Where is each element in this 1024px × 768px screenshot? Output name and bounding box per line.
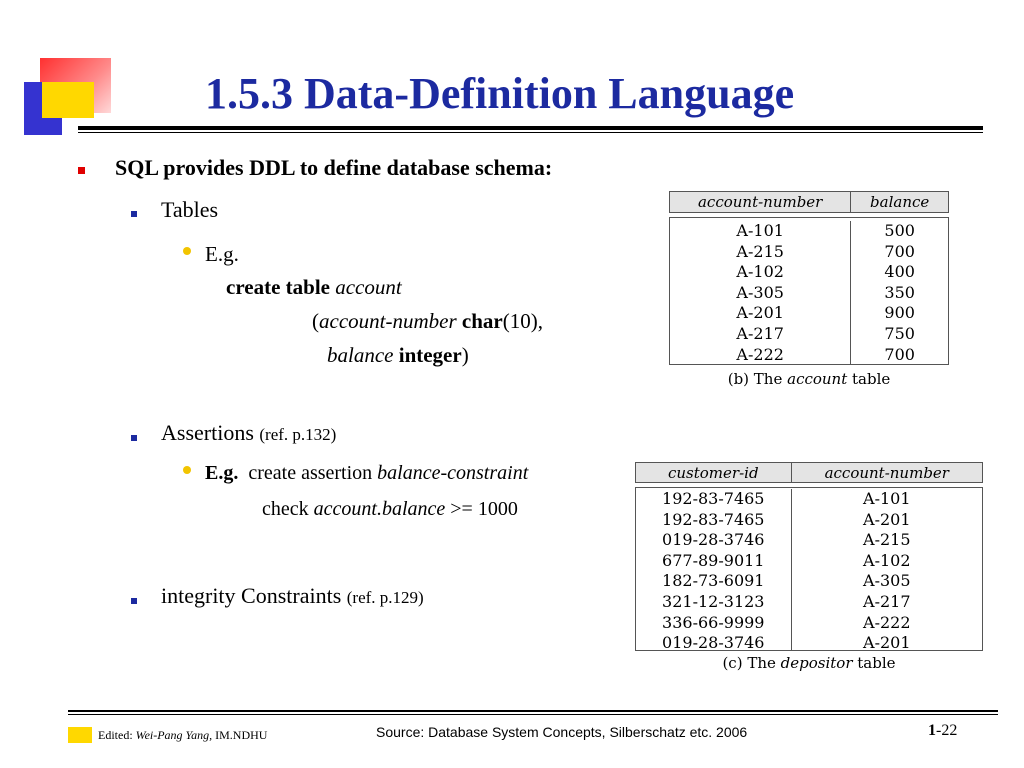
table-cell: 182-73-6091 bbox=[662, 571, 765, 591]
title-rule bbox=[78, 126, 983, 130]
create-keyword: create table bbox=[226, 275, 330, 299]
item-assertions bbox=[161, 420, 336, 446]
table-cell: 192-83-7465 bbox=[662, 489, 765, 508]
column-def-line-1 bbox=[312, 309, 543, 334]
paren-close: ) bbox=[461, 343, 469, 367]
column-balance bbox=[851, 221, 948, 364]
table-body bbox=[635, 487, 983, 651]
caption-table-name: depositor bbox=[780, 654, 853, 672]
column-def-line-2 bbox=[327, 343, 469, 368]
title-rule-thin bbox=[78, 132, 983, 133]
table-cell: 400 bbox=[884, 262, 915, 282]
depositor-table bbox=[635, 462, 983, 672]
slide-number: -22 bbox=[936, 722, 958, 739]
footer-editor bbox=[98, 728, 267, 743]
caption-table-name: account bbox=[787, 370, 848, 388]
integrity-ref: (ref. p.129) bbox=[346, 588, 424, 607]
column-account-number bbox=[670, 221, 851, 364]
org-name: IM.NDHU bbox=[215, 728, 268, 742]
table-cell: 019-28-3746 bbox=[662, 530, 765, 550]
table-cell: 350 bbox=[884, 282, 915, 302]
table-cell: A-102 bbox=[736, 262, 784, 282]
bullet-square-icon bbox=[131, 598, 137, 604]
assertions-ref: (ref. p.132) bbox=[259, 425, 337, 444]
assertion-line bbox=[205, 462, 528, 485]
table-cell: A-217 bbox=[736, 323, 784, 343]
table-cell: 750 bbox=[884, 323, 915, 343]
check-expr: account.balance bbox=[313, 498, 446, 520]
logo-yellow-square bbox=[42, 82, 94, 118]
table-cell: A-201 bbox=[736, 303, 784, 323]
caption-text: table bbox=[852, 370, 891, 388]
footer-rule bbox=[68, 710, 998, 712]
footer-source: Source: Database System Concepts, Silberschatz etc. 2006 bbox=[376, 724, 748, 740]
bullet-dot-icon bbox=[183, 247, 191, 255]
chapter-number: 1 bbox=[928, 722, 936, 739]
eg-bold: E.g. bbox=[205, 462, 239, 484]
table-cell: A-305 bbox=[863, 571, 911, 591]
bullet-sql-ddl: SQL provides DDL to define database schema: bbox=[115, 155, 553, 180]
item-tables: Tables bbox=[161, 197, 219, 222]
table-cell: 900 bbox=[884, 303, 915, 323]
caption-text: (c) The bbox=[722, 654, 776, 672]
table-body bbox=[669, 217, 949, 365]
create-table-line bbox=[226, 275, 402, 300]
table-cell: A-201 bbox=[863, 509, 911, 529]
header-cell: balance bbox=[870, 193, 930, 211]
check-keyword: check bbox=[262, 498, 309, 520]
caption-text: (b) The bbox=[727, 370, 783, 388]
table-cell: A-101 bbox=[863, 489, 911, 508]
column-name: balance bbox=[327, 343, 394, 367]
table-cell: 192-83-7465 bbox=[662, 509, 765, 529]
assertions-label: Assertions bbox=[161, 420, 254, 445]
table-cell: 336-66-9999 bbox=[662, 612, 765, 632]
column-type: char bbox=[461, 309, 503, 333]
integrity-label: integrity Constraints bbox=[161, 583, 342, 608]
table-cell: A-217 bbox=[863, 591, 911, 611]
assert-keyword: create assertion bbox=[248, 462, 373, 484]
paren-open: ( bbox=[312, 309, 319, 333]
table-header bbox=[669, 191, 949, 213]
table-cell: A-102 bbox=[863, 550, 911, 570]
table-caption bbox=[635, 654, 983, 672]
table-cell: A-215 bbox=[863, 530, 911, 550]
column-account-number bbox=[792, 489, 982, 653]
column-length: (10), bbox=[502, 309, 543, 333]
slide-title: 1.5.3 Data-Definition Language bbox=[205, 69, 795, 118]
table-cell: 700 bbox=[884, 344, 915, 364]
footer-logo-square bbox=[68, 727, 92, 743]
column-customer-id bbox=[636, 489, 792, 653]
bullet-dot-icon bbox=[183, 466, 191, 474]
footer-rule-thin bbox=[68, 714, 998, 715]
bullet-square-icon bbox=[131, 211, 137, 217]
item-integrity bbox=[161, 583, 424, 609]
table-cell: 677-89-9011 bbox=[662, 550, 765, 570]
column-type: integer bbox=[398, 343, 462, 367]
header-cell: account-number bbox=[670, 192, 851, 212]
check-line bbox=[262, 498, 518, 521]
table-cell: A-305 bbox=[736, 282, 784, 302]
table-caption bbox=[669, 370, 949, 388]
header-cell: account-number bbox=[824, 463, 949, 482]
table-cell: A-222 bbox=[863, 612, 911, 632]
eg-label: E.g. bbox=[205, 242, 239, 266]
table-cell: A-222 bbox=[736, 344, 784, 364]
table-cell: A-215 bbox=[736, 241, 784, 261]
table-name: account bbox=[335, 275, 402, 299]
table-header bbox=[635, 462, 983, 483]
caption-text: table bbox=[857, 654, 896, 672]
table-cell: A-101 bbox=[736, 221, 784, 240]
table-cell: 700 bbox=[884, 241, 915, 261]
table-cell: 019-28-3746 bbox=[662, 633, 765, 653]
bullet-square-icon bbox=[78, 167, 85, 174]
column-name: account-number bbox=[319, 309, 457, 333]
assertion-name: balance-constraint bbox=[377, 462, 529, 484]
table-cell: A-201 bbox=[863, 633, 911, 653]
edited-label: Edited: bbox=[98, 728, 133, 742]
account-table bbox=[669, 191, 949, 388]
table-cell: 500 bbox=[884, 221, 915, 240]
header-cell: customer-id bbox=[636, 463, 792, 482]
check-rest: >= 1000 bbox=[450, 498, 518, 520]
page-number bbox=[928, 722, 957, 740]
bullet-square-icon bbox=[131, 435, 137, 441]
author-name: Wei-Pang Yang, bbox=[135, 728, 213, 742]
table-cell: 321-12-3123 bbox=[662, 591, 765, 611]
